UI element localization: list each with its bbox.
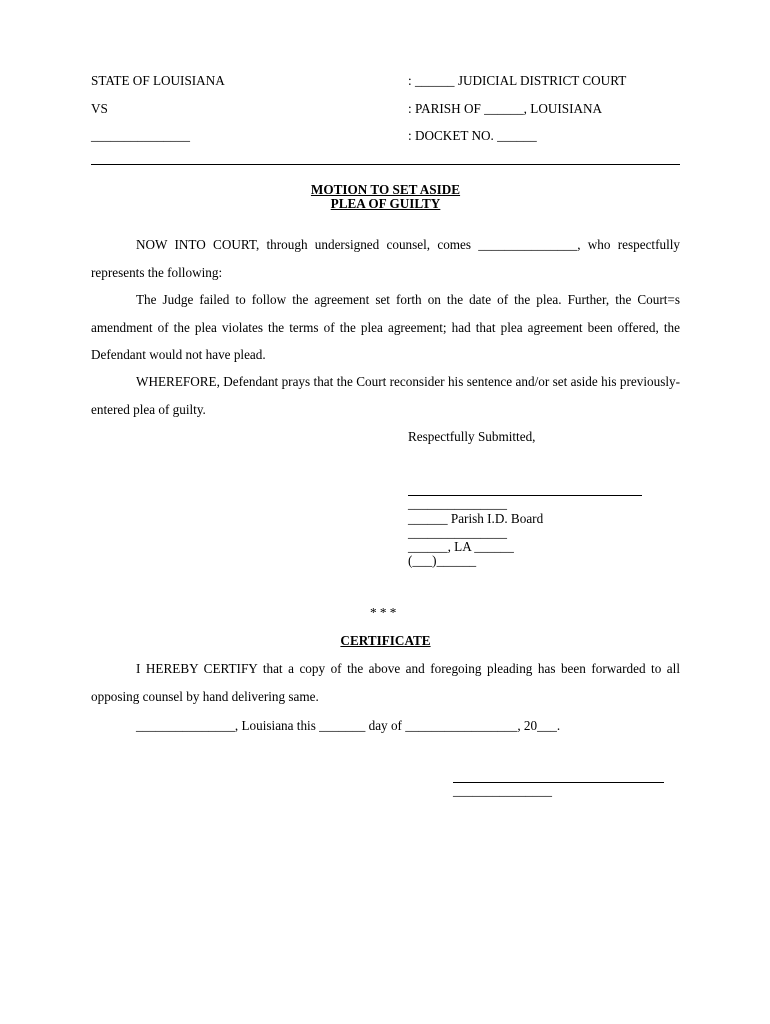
caption-parish: : PARISH OF ______, LOUISIANA bbox=[408, 101, 603, 116]
signature-board: ______ Parish I.D. Board bbox=[408, 511, 544, 526]
caption-court: : ______ JUDICIAL DISTRICT COURT bbox=[408, 73, 627, 88]
body-paragraph-2 bbox=[91, 286, 680, 369]
document-title-line1: MOTION TO SET ASIDE bbox=[310, 182, 461, 197]
caption-state: STATE OF LOUISIANA bbox=[91, 73, 225, 88]
section-separator: * * * bbox=[370, 605, 397, 620]
body-paragraph-3 bbox=[91, 368, 680, 423]
certificate-signature-blank: _______________ bbox=[453, 783, 552, 798]
body-paragraph-1-text: NOW INTO COURT, through undersigned counsel, comes _______________, who respectfully represents the following: bbox=[91, 237, 680, 280]
closing-text: Respectfully Submitted, bbox=[408, 429, 536, 444]
certificate-date-line: _______________, Louisiana this _______ day of _________________, 20___. bbox=[136, 718, 561, 733]
certificate-heading: CERTIFICATE bbox=[340, 633, 431, 648]
caption-divider bbox=[91, 164, 680, 165]
certificate-paragraph-text: I HEREBY CERTIFY that a copy of the above and foregoing pleading has been forwarded to all opposing counsel by hand delivering same. bbox=[91, 661, 680, 704]
body-paragraph-3-text: WHEREFORE, Defendant prays that the Court reconsider his sentence and/or set aside his previously-entered plea of guilty. bbox=[91, 374, 680, 417]
signature-city: ______, LA ______ bbox=[408, 539, 514, 554]
body-paragraph-1 bbox=[91, 231, 680, 286]
certificate-paragraph bbox=[91, 655, 680, 710]
caption-vs: VS bbox=[91, 101, 108, 116]
caption-docket: : DOCKET NO. ______ bbox=[408, 128, 537, 143]
signature-attorney-blank: _______________ bbox=[408, 496, 507, 511]
body-paragraph-2-text: The Judge failed to follow the agreement set forth on the date of the plea. Further, the Court=s amendment of the plea violates the terms of the plea agreement; had that plea agreement been offered, the Defendant would not have plead. bbox=[91, 292, 680, 362]
caption-defendant-blank: _______________ bbox=[91, 128, 190, 143]
signature-phone: (___)______ bbox=[408, 553, 477, 568]
document-title-line2: PLEA OF GUILTY bbox=[330, 196, 441, 211]
signature-address-blank: _______________ bbox=[408, 525, 507, 540]
